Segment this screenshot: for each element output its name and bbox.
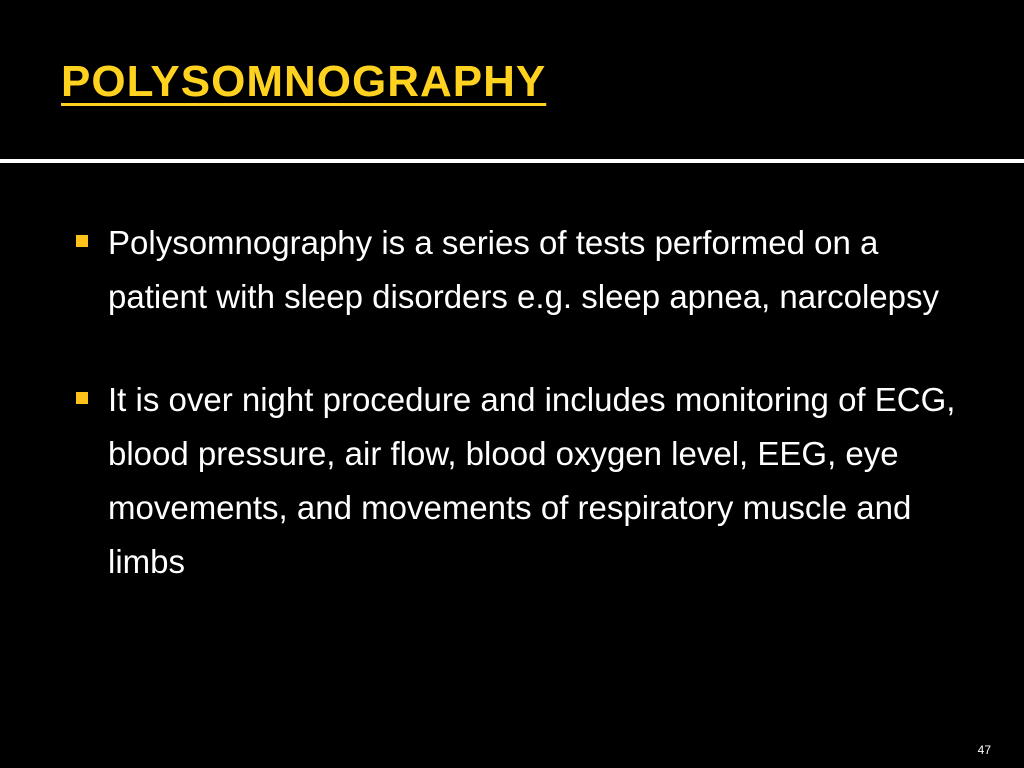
title-divider <box>0 159 1024 163</box>
bullet-item <box>73 216 973 324</box>
bullet-text: Polysomnography is a series of tests performed on a patient with sleep disorders e.g. sleep apnea, narcolepsy <box>108 224 940 315</box>
square-bullet-icon <box>76 235 88 247</box>
bullet-list <box>73 216 973 638</box>
slide-title: POLYSOMNOGRAPHY <box>61 57 547 106</box>
bullet-item <box>73 373 973 589</box>
square-bullet-icon <box>76 392 88 404</box>
bullet-text: It is over night procedure and includes monitoring of ECG, blood pressure, air flow, blood oxygen level, EEG, eye movements, and movements of respiratory muscle and limbs <box>108 381 956 580</box>
page-number: 47 <box>977 743 991 757</box>
